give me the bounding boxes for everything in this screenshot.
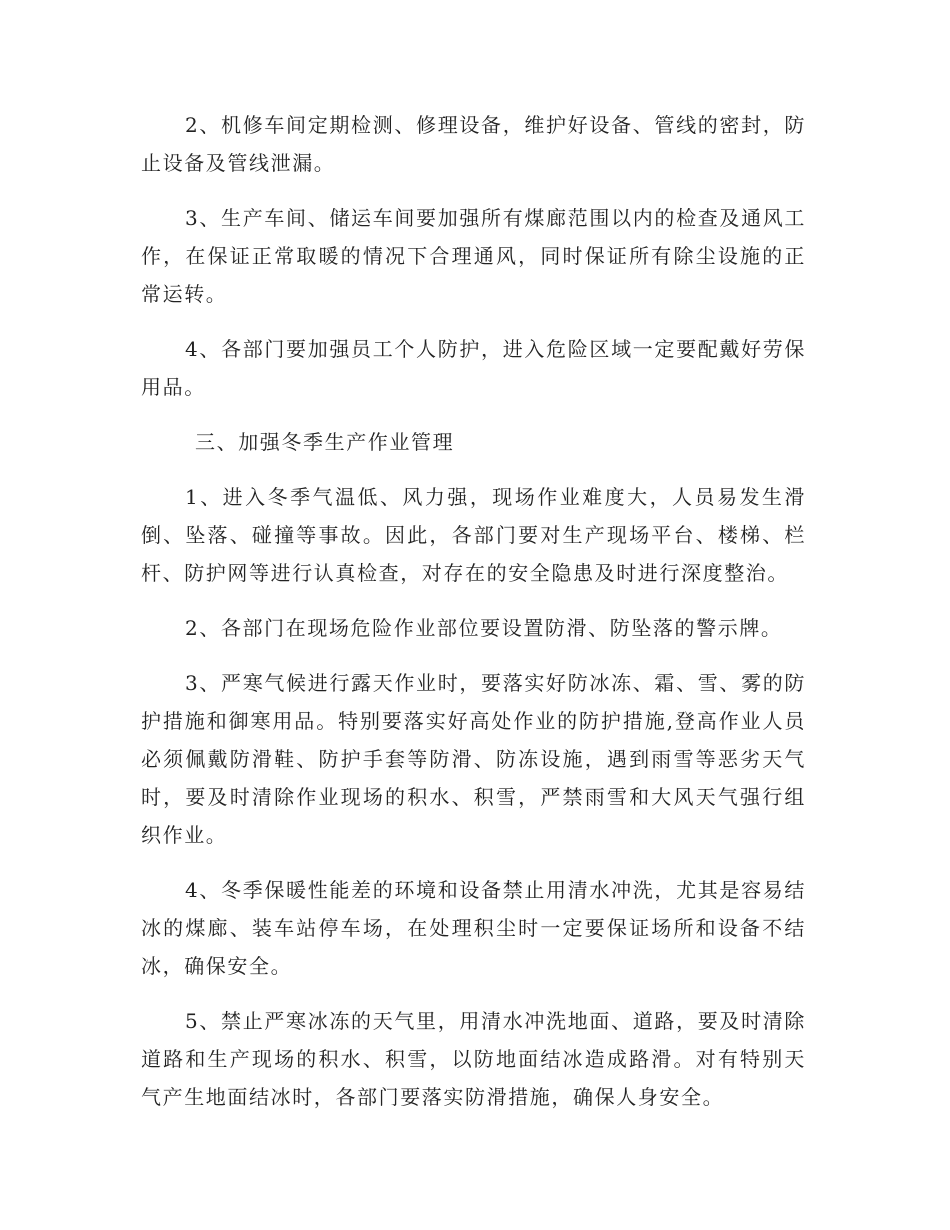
document-body [141,106,806,1133]
paragraph-site-inspection: 1、进入冬季气温低、风力强，现场作业难度大，人员易发生滑倒、坠落、碰撞等事故。因此，各部门要对生产现场平台、楼梯、栏杆、防护网等进行认真检查，对存在的安全隐患及时进行深度整治。 [141,485,806,585]
paragraph-personal-protection: 4、各部门要加强员工个人防护，进入危险区域一定要配戴好劳保用品。 [141,337,806,399]
section-heading-winter-operations: 三、加强冬季生产作业管理 [195,430,455,454]
paragraph-outdoor-work: 3、严寒气候进行露天作业时，要落实好防冰冻、霜、雪、雾的防护措施和御寒用品。特别要落实好高处作业的防护措施,登高作业人员必须佩戴防滑鞋、防护手套等防滑、防冻设施，遇到雨雪等恶劣天气时，要及时清除作业现场的积水、积雪，严禁雨雪和大风天气强行组织作业。 [141,671,806,847]
paragraph-warning-signs: 2、各部门在现场危险作业部位要设置防滑、防坠落的警示牌。 [185,616,783,640]
paragraph-maintenance-equipment: 2、机修车间定期检测、修理设备，维护好设备、管线的密封，防止设备及管线泄漏。 [141,113,806,175]
paragraph-no-water-washing: 4、冬季保暖性能差的环境和设备禁止用清水冲洗，尤其是容易结冰的煤廊、装车站停车场，在处理积尘时一定要保证场所和设备不结冰，确保安全。 [141,878,806,978]
paragraph-ventilation: 3、生产车间、储运车间要加强所有煤廊范围以内的检查及通风工作，在保证正常取暖的情况下合理通风，同时保证所有除尘设施的正常运转。 [141,206,806,306]
paragraph-anti-slip: 5、禁止严寒冰冻的天气里，用清水冲洗地面、道路，要及时清除道路和生产现场的积水、积雪，以防地面结冰造成路滑。对有特别天气产生地面结冰时，各部门要落实防滑措施，确保人身安全。 [141,1009,806,1109]
